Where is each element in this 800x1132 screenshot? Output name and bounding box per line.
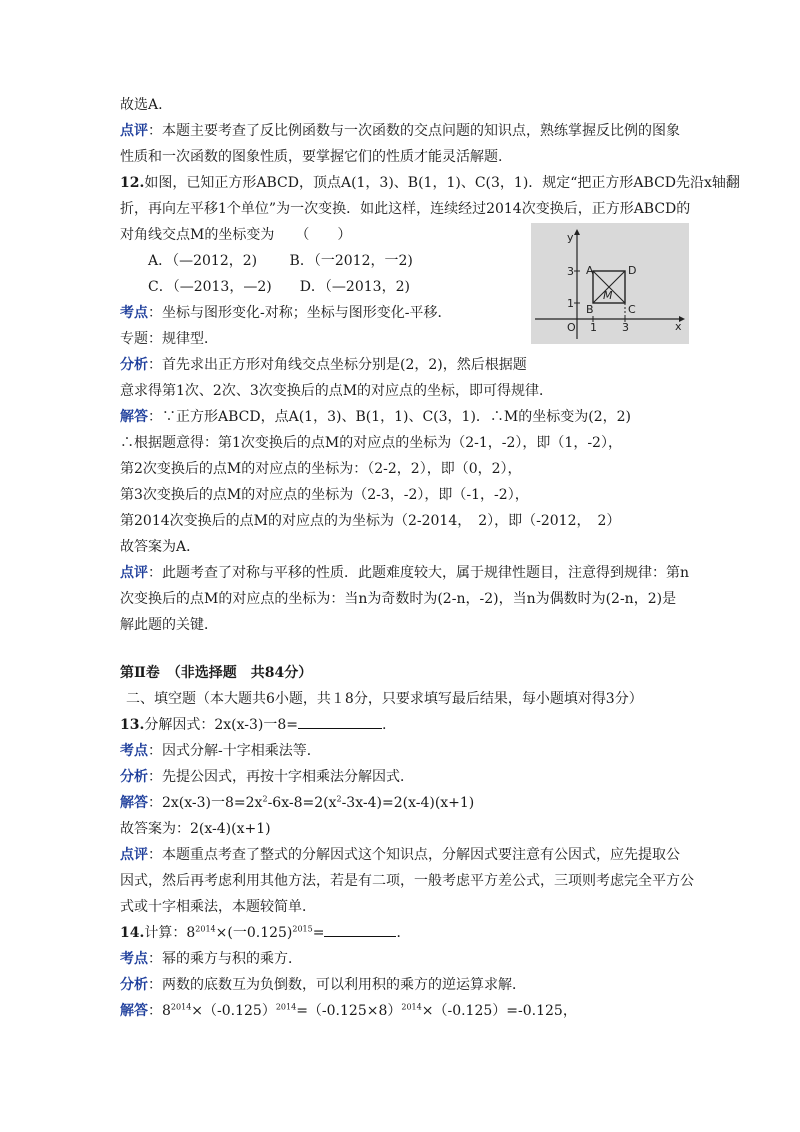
step-2014: 第2014次变换后的点M的对应点的为坐标为（2-2014， 2），即（-2012， 2） <box>120 513 621 529</box>
y-axis-label: y <box>567 231 574 244</box>
analysis-text: ：首先求出正方形对角线交点坐标分别是(2，2)，然后根据题 <box>148 357 527 373</box>
question-end: . <box>382 717 387 733</box>
question-13 <box>120 712 685 738</box>
x-axis-label: x <box>675 320 682 333</box>
text-line: 性质和一次函数的图象性质，要掌握它们的性质才能灵活解题. <box>120 149 503 165</box>
review-line <box>120 118 685 144</box>
question-end: ． <box>396 925 411 941</box>
analysis-line <box>120 764 685 790</box>
analysis-label: 分析 <box>120 769 148 785</box>
review-text: ：此题考查了对称与平移的性质．此题难度较大，属于规律性题目，注意得到规律：第n <box>148 565 690 581</box>
solution-text: ：∵正方形ABCD，点A(1，3)、B(1，1)、C(3，1)．∴M的坐标变为(2，2) <box>148 409 631 425</box>
answer-line: 故答案为A． <box>120 539 201 555</box>
solution-label: 解答 <box>120 409 148 425</box>
coordinate-diagram <box>531 223 689 344</box>
exponent: 2014 <box>170 1002 192 1012</box>
answer-blank[interactable] <box>298 712 382 729</box>
options-ab: A．（—2012，2) B．（一2012，一2) <box>148 253 413 269</box>
question-12-line-1 <box>120 170 740 196</box>
exponent: 2 <box>336 794 342 804</box>
analysis-text: ：两数的底数互为负倒数，可以利用积的乘方的逆运算求解． <box>148 977 526 993</box>
topic-line: 专题：规律型． <box>120 331 218 347</box>
analysis-label: 分析 <box>120 357 148 373</box>
review-line <box>120 842 685 868</box>
kaodian-text: ：坐标与图形变化-对称；坐标与图形变化-平移． <box>148 305 452 321</box>
question-number: 13. <box>120 717 145 733</box>
solution-text: -6x-8=2(x <box>267 795 337 811</box>
analysis-label: 分析 <box>120 977 148 993</box>
step-3: 第3次变换后的点M的对应点的坐标为（2-3，-2），即（-1，-2）， <box>120 487 529 503</box>
kaodian-label: 考点 <box>120 305 148 321</box>
kaodian-text: ：因式分解-十字相乘法等． <box>148 743 321 759</box>
origin-label: O <box>567 321 576 334</box>
review-text: ：本题重点考查了整式的分解因式这个知识点，分解因式要注意有公因式，应先提取公 <box>148 847 680 863</box>
review-line-4: 解此题的关键． <box>120 617 218 633</box>
question-text: = <box>312 925 325 941</box>
exponent: 2014 <box>195 924 216 934</box>
question-14 <box>120 920 685 946</box>
review-line-3: 式或十字相乘法，本题较简单． <box>120 899 316 915</box>
kaodian-line <box>120 946 685 972</box>
exponent: 2014 <box>401 1002 422 1012</box>
solution-text: ：2x(x-3)一8=2x <box>148 795 263 811</box>
kaodian-label: 考点 <box>120 743 148 759</box>
tick-label-y-1: 1 <box>567 297 574 310</box>
section-subtitle: 二、填空题（本大题共6小题，共１8分，只要求填写最后结果，每小题填对得3分） <box>126 691 643 707</box>
solution-line <box>120 790 685 816</box>
review-line-2 <box>120 560 690 586</box>
exponent: 2014 <box>275 1002 297 1012</box>
question-text: 分解因式：2x(x-3)一8= <box>144 717 299 733</box>
review-line-3: 次变换后的点M的对应点的坐标为：当n为奇数时为(2-n，-2)，当n为偶数时为(2-n，2)是 <box>120 591 677 607</box>
solution-line <box>120 404 685 430</box>
review-line-2: 因式，然后再考虑利用其他方法，若是有二项，一般考虑平方差公式，三项则考虑完全平方公 <box>120 873 694 889</box>
point-a-label: A <box>586 264 594 277</box>
options-cd: C．（—2013，—2) D．（—2013，2) <box>148 279 410 295</box>
exponent: 2015 <box>292 924 313 934</box>
point-c-label: C <box>628 303 636 316</box>
step-2: 第2次变换后的点M的对应点的坐标为：（2-2，2），即（0，2）， <box>120 461 522 477</box>
tick-label-x-3: 3 <box>622 321 629 334</box>
text-line: 故选A. <box>120 97 163 113</box>
tick-label-y-3: 3 <box>567 265 574 278</box>
question-12-line-2: 折，再向左平移1个单位”为一次变换．如此这样，连续经过2014次变换后，正方形ABCD的 <box>120 201 691 217</box>
review-label: 点评 <box>120 565 148 581</box>
answer-blank[interactable] <box>324 920 396 937</box>
step-1: ∴根据题意得：第1次变换后的点M的对应点的坐标为（2-1，-2），即（1，-2）， <box>120 435 622 451</box>
review-text: ：本题主要考查了反比例函数与一次函数的交点问题的知识点，熟练掌握反比例的图象 <box>148 123 680 139</box>
y-axis-arrow <box>574 229 580 235</box>
solution-label: 解答 <box>120 795 148 811</box>
solution-label: 解答 <box>120 1003 148 1019</box>
solution-text: ：8 <box>148 1003 171 1019</box>
question-text: 计算：8 <box>144 925 196 941</box>
point-m-label: M <box>603 289 613 302</box>
spacer <box>120 638 685 660</box>
kaodian-label: 考点 <box>120 951 148 967</box>
question-number: 12. <box>120 175 145 191</box>
kaodian-line <box>120 738 685 764</box>
question-number: 14. <box>120 925 145 941</box>
analysis-line-2: 意求得第1次、2次、3次变换后的点M的对应点的坐标，即可得规律． <box>120 383 554 399</box>
solution-line <box>120 998 685 1024</box>
kaodian-text: ：幂的乘方与积的乘方． <box>148 951 302 967</box>
point-b-label: B <box>586 303 594 316</box>
solution-text: ×（-0.125）=-0.125， <box>421 1003 577 1019</box>
question-12-line-3: 对角线交点M的坐标变为 （ ） <box>120 227 352 243</box>
exponent: 2 <box>262 794 268 804</box>
solution-text: =（-0.125×8） <box>296 1003 402 1019</box>
tick-label-x-1: 1 <box>590 321 597 334</box>
solution-text: ×（-0.125） <box>191 1003 276 1019</box>
point-d-label: D <box>628 264 637 277</box>
question-text: 如图，已知正方形ABCD，顶点A(1，3)、B(1，1)、C(3，1)．规定“把正方形ABCD先沿x轴翻 <box>144 175 740 191</box>
section-title: 第Ⅱ卷 （非选择题 共84分） <box>120 665 313 681</box>
answer-line: 故答案为：2(x-4)(x+1) <box>120 821 271 837</box>
analysis-line <box>120 972 685 998</box>
coordinate-figure <box>531 223 689 344</box>
analysis-line <box>120 352 685 378</box>
review-label: 点评 <box>120 847 148 863</box>
analysis-text: ：先提公因式，再按十字相乘法分解因式． <box>148 769 414 785</box>
review-label: 点评 <box>120 123 148 139</box>
solution-text: -3x-4)=2(x-4)(x+1) <box>341 795 475 811</box>
question-text: ×(一0.125) <box>215 925 293 941</box>
